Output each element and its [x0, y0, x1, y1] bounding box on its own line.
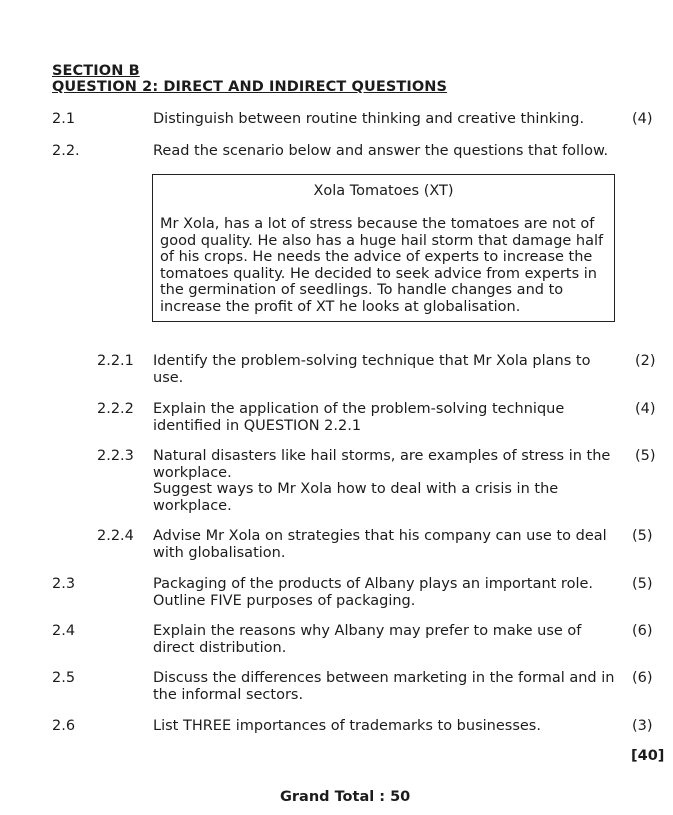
question-text	[153, 528, 607, 561]
grand-total: Grand Total : 50	[280, 789, 411, 805]
question-marks: (5)	[632, 576, 653, 592]
question-marks: (4)	[635, 401, 656, 417]
section-total-marks: [40]	[631, 748, 665, 764]
question-text	[153, 353, 590, 386]
question-marks: (6)	[632, 670, 653, 686]
question-line: identified in QUESTION 2.2.1	[153, 417, 362, 434]
question-number: 2.2.3	[97, 448, 134, 464]
question-line: with globalisation.	[153, 544, 286, 561]
question-line: List THREE importances of trademarks to businesses.	[153, 718, 541, 734]
question-line: Explain the application of the problem-solving technique	[153, 401, 565, 417]
scenario-line: of his crops. He needs the advice of experts to increase the	[160, 249, 593, 265]
question-text	[153, 670, 614, 703]
question-line: the informal sectors.	[153, 686, 304, 703]
question-text	[153, 448, 610, 514]
question-number: 2.6	[52, 718, 76, 734]
question-number: 2.1	[52, 111, 76, 127]
question-number: 2.3	[52, 576, 76, 592]
question-number: 2.2.	[52, 143, 80, 159]
scenario-body	[160, 216, 610, 315]
question-title: QUESTION 2: DIRECT AND INDIRECT QUESTIONS	[52, 79, 448, 95]
question-line: Explain the reasons why Albany may prefer to make use of	[153, 623, 582, 639]
question-line: Identify the problem-solving technique that Mr Xola plans to	[153, 353, 591, 369]
question-line: Packaging of the products of Albany plays an important role.	[153, 576, 594, 592]
scenario-line: good quality. He also has a huge hail storm that damage half	[160, 232, 604, 249]
question-text	[153, 718, 541, 735]
question-text: Read the scenario below and answer the questions that follow.	[153, 143, 609, 159]
question-marks: (5)	[635, 448, 656, 464]
scenario-line: tomatoes quality. He decided to seek advice from experts in	[160, 265, 597, 282]
question-marks: (5)	[632, 528, 653, 544]
question-marks: (3)	[632, 718, 653, 734]
question-marks: (6)	[632, 623, 653, 639]
section-title: SECTION B	[52, 63, 140, 79]
question-line: Natural disasters like hail storms, are examples of stress in the	[153, 448, 611, 464]
question-number: 2.2.2	[97, 401, 134, 417]
question-line: Discuss the differences between marketing in the formal and in	[153, 670, 615, 686]
question-line: use.	[153, 369, 184, 386]
question-number: 2.2.1	[97, 353, 134, 369]
question-line: workplace.	[153, 464, 232, 481]
scenario-line: increase the profit of XT he looks at globalisation.	[160, 298, 521, 315]
question-line: Advise Mr Xola on strategies that his company can use to deal	[153, 528, 607, 544]
question-line: Suggest ways to Mr Xola how to deal with a crisis in the	[153, 481, 559, 497]
question-text	[153, 576, 593, 609]
scenario-title: Xola Tomatoes (XT)	[313, 183, 454, 199]
question-line: direct distribution.	[153, 639, 287, 656]
scenario-line: the germination of seedlings. To handle changes and to	[160, 282, 564, 298]
question-line: Outline FIVE purposes of packaging.	[153, 592, 416, 609]
question-marks: (2)	[635, 353, 656, 369]
scenario-box	[152, 174, 615, 322]
question-line: workplace.	[153, 497, 232, 514]
question-marks: (4)	[632, 111, 653, 127]
question-text	[153, 623, 581, 656]
question-text: Distinguish between routine thinking and creative thinking.	[153, 111, 585, 127]
question-number: 2.5	[52, 670, 76, 686]
scenario-line: Mr Xola, has a lot of stress because the tomatoes are not of	[160, 216, 595, 232]
question-text	[153, 401, 564, 434]
question-number: 2.4	[52, 623, 76, 639]
question-number: 2.2.4	[97, 528, 134, 544]
